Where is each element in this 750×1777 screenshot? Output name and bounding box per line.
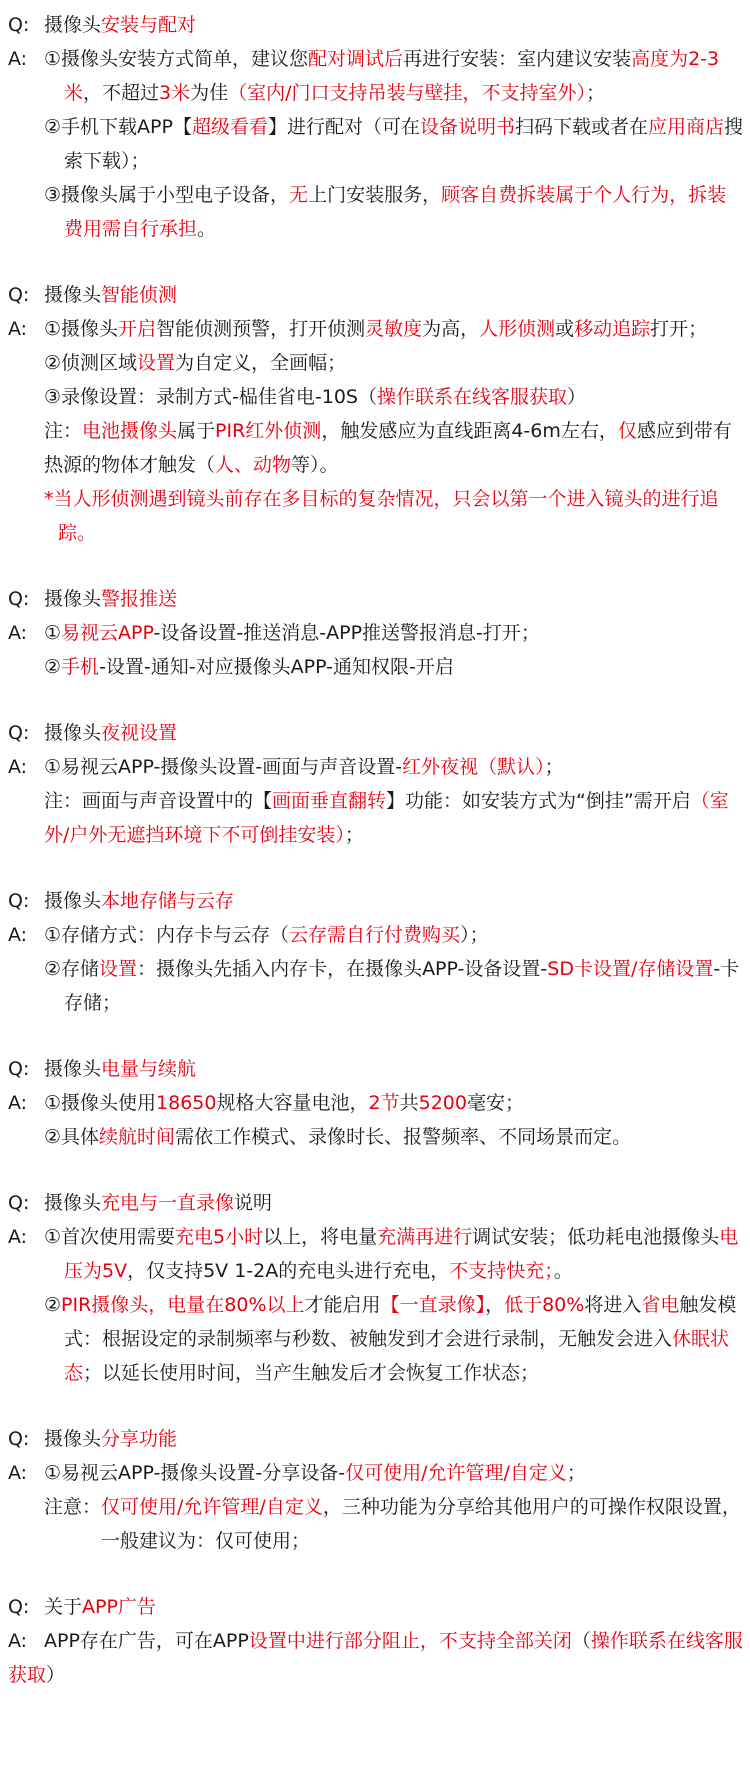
text-run: 等）。 bbox=[291, 454, 339, 476]
text-run: 打开； bbox=[650, 318, 708, 340]
text-run: 才能启用 bbox=[304, 1294, 381, 1316]
text-run: 说明 bbox=[234, 1192, 273, 1214]
highlighted-text: 仅可使用/允许管理/自定义 bbox=[101, 1496, 323, 1518]
question-row bbox=[8, 1052, 750, 1086]
text-run: -设备设置-推送消息-APP推送警报消息-打开； bbox=[153, 622, 540, 644]
answer-text bbox=[44, 918, 750, 952]
text-run: ②手机下载APP【 bbox=[44, 116, 192, 138]
question-row bbox=[8, 884, 750, 918]
question-text bbox=[44, 1590, 750, 1624]
text-run: 摄像头 bbox=[44, 14, 102, 36]
text-run: 注： bbox=[44, 420, 83, 442]
note-body bbox=[101, 1490, 744, 1558]
answer-prefix bbox=[8, 952, 44, 1020]
text-run: （ bbox=[571, 1630, 591, 1652]
text-run: 】进行配对（可在 bbox=[267, 116, 420, 138]
text-run: 。 bbox=[197, 218, 217, 240]
text-run: ①首次使用需要 bbox=[44, 1226, 176, 1248]
text-run: ； bbox=[344, 824, 364, 846]
highlighted-text: 18650 bbox=[156, 1092, 217, 1114]
note-row bbox=[8, 482, 750, 550]
text-run: 关于 bbox=[44, 1596, 83, 1618]
answer-row bbox=[8, 178, 750, 246]
text-run: ①易视云APP-摄像头设置-画面与声音设置- bbox=[44, 756, 403, 778]
answer-row bbox=[8, 110, 750, 178]
highlighted-text: 设置中进行部分阻止，不支持全部关闭 bbox=[248, 1630, 572, 1652]
answer-text bbox=[44, 380, 750, 414]
text-run: 搜索下载）； bbox=[64, 116, 744, 172]
highlighted-text: 高度为2-3米 bbox=[64, 48, 720, 104]
highlighted-text: *当人形侦测遇到镜头前存在多目标的复杂情况，只会以第一个进入镜头的进行追踪。 bbox=[44, 488, 719, 544]
answer-prefix bbox=[8, 380, 44, 414]
answer-text bbox=[44, 1288, 750, 1390]
faq-section bbox=[8, 1422, 750, 1558]
answer-row bbox=[8, 1120, 750, 1154]
highlighted-text: 充电5小时 bbox=[175, 1226, 264, 1248]
highlighted-text: 充满再进行 bbox=[377, 1226, 473, 1248]
note-label bbox=[44, 1490, 101, 1558]
text-run: 。 bbox=[553, 1260, 573, 1282]
answer-prefix: A: bbox=[8, 1630, 28, 1652]
answer-row bbox=[8, 346, 750, 380]
text-run: 】功能：如安装方式为“倒挂”需开启 bbox=[386, 790, 691, 812]
question-text bbox=[44, 1186, 750, 1220]
highlighted-text: 电池摄像头 bbox=[82, 420, 178, 442]
answer-row bbox=[8, 650, 750, 684]
highlighted-text: 移动追踪 bbox=[574, 318, 651, 340]
highlighted-text: 设置 bbox=[137, 352, 176, 374]
text-run: ①摄像头使用 bbox=[44, 1092, 157, 1114]
text-run: 摄像头 bbox=[44, 588, 102, 610]
highlighted-text: 充电与一直录像 bbox=[101, 1192, 235, 1214]
text-run: 摄像头 bbox=[44, 1058, 102, 1080]
answer-text bbox=[44, 952, 750, 1020]
question-row bbox=[8, 1422, 750, 1456]
highlighted-text: 无 bbox=[289, 184, 309, 206]
text-run: ③摄像头属于小型电子设备， bbox=[44, 184, 290, 206]
faq-section bbox=[8, 278, 750, 550]
question-row bbox=[8, 1186, 750, 1220]
text-run: 注意： bbox=[44, 1496, 102, 1518]
text-run: ；以延长使用时间，当产生触发后才会恢复工作状态； bbox=[83, 1362, 540, 1384]
highlighted-text: 续航时间 bbox=[99, 1126, 176, 1148]
answer-prefix: A: bbox=[8, 48, 28, 70]
text-run: 或 bbox=[555, 318, 575, 340]
highlighted-text: （室外/户外无遮挡环境下不可倒挂安装） bbox=[44, 790, 729, 846]
highlighted-text: 人形侦测 bbox=[479, 318, 556, 340]
answer-row bbox=[8, 616, 750, 650]
text-run: 为自定义，全画幅； bbox=[175, 352, 347, 374]
text-run: ③录像设置：录制方式-榀佳省电-10S（ bbox=[44, 386, 377, 408]
answer-text bbox=[44, 1120, 750, 1154]
highlighted-text: 应用商店 bbox=[648, 116, 725, 138]
highlighted-text: 开启 bbox=[118, 318, 157, 340]
answer-text bbox=[44, 650, 750, 684]
text-run: 为佳 bbox=[190, 82, 229, 104]
highlighted-text: 红外夜视（默认） bbox=[402, 756, 545, 778]
text-run: ） bbox=[46, 1664, 66, 1686]
answer-text bbox=[44, 110, 750, 178]
text-run: 摄像头 bbox=[44, 722, 102, 744]
answer-text bbox=[44, 312, 750, 346]
text-run: -卡存储； bbox=[64, 958, 740, 1014]
question-text bbox=[44, 716, 750, 750]
answer-text bbox=[44, 1456, 750, 1490]
highlighted-text: 本地存储与云存 bbox=[101, 890, 235, 912]
text-run: ①摄像头 bbox=[44, 318, 119, 340]
highlighted-text: 低于80% bbox=[504, 1294, 585, 1316]
highlighted-text: 智能侦测 bbox=[101, 284, 178, 306]
answer-prefix bbox=[8, 178, 44, 246]
question-prefix: Q: bbox=[8, 1596, 30, 1618]
highlighted-text: 分享功能 bbox=[101, 1428, 178, 1450]
answer-prefix bbox=[8, 650, 44, 684]
question-prefix: Q: bbox=[8, 890, 30, 912]
text-run: ①存储方式：内存卡与云存（ bbox=[44, 924, 290, 946]
highlighted-text: PIR摄像头，电量在80%以上 bbox=[61, 1294, 305, 1316]
text-run: ，不超过 bbox=[83, 82, 160, 104]
faq-section bbox=[8, 884, 750, 1020]
highlighted-text: 省电 bbox=[641, 1294, 680, 1316]
text-run: 摄像头 bbox=[44, 1192, 102, 1214]
highlighted-text: 画面垂直翻转 bbox=[272, 790, 387, 812]
text-run: 感应到带有热源的物体才触发（ bbox=[44, 420, 732, 476]
note-row bbox=[8, 1490, 750, 1558]
highlighted-text: 超级看看 bbox=[191, 116, 268, 138]
question-row bbox=[8, 1590, 750, 1624]
highlighted-text: 安装与配对 bbox=[101, 14, 197, 36]
text-run: 需依工作模式、录像时长、报警频率、不同场景而定。 bbox=[175, 1126, 632, 1148]
highlighted-text: 仅 bbox=[617, 420, 637, 442]
highlighted-text: 操作联系在线客服获取 bbox=[8, 1630, 743, 1686]
text-run: ②具体 bbox=[44, 1126, 100, 1148]
answer-text bbox=[44, 750, 750, 784]
highlighted-text: 顾客自费拆装属于个人行为，拆装费用需自行承担 bbox=[64, 184, 727, 240]
text-run: 触发模式：根据设定的录制频率与秒数、被触发到才会进行录制，无触发会进入 bbox=[64, 1294, 737, 1350]
answer-prefix: A: bbox=[8, 1462, 28, 1484]
answer-prefix bbox=[8, 110, 44, 178]
question-text bbox=[44, 8, 750, 42]
answer-row bbox=[8, 1624, 750, 1692]
text-run: ②存储 bbox=[44, 958, 100, 980]
text-run: 上门安装服务， bbox=[308, 184, 442, 206]
text-run: ） bbox=[567, 386, 587, 408]
answer-prefix bbox=[8, 346, 44, 380]
text-run: 共 bbox=[399, 1092, 419, 1114]
question-text bbox=[44, 884, 750, 918]
answer-text bbox=[44, 1086, 750, 1120]
answer-prefix bbox=[8, 1120, 44, 1154]
text-run: ，触发感应为直线距离4-6m左右， bbox=[321, 420, 618, 442]
faq-section bbox=[8, 1590, 750, 1692]
question-prefix: Q: bbox=[8, 1058, 30, 1080]
question-text bbox=[44, 1422, 750, 1456]
answer-row bbox=[8, 952, 750, 1020]
text-run: 以上，将电量 bbox=[263, 1226, 378, 1248]
answer-row bbox=[8, 380, 750, 414]
answer-prefix: A: bbox=[8, 756, 28, 778]
faq-section bbox=[8, 1186, 750, 1390]
highlighted-text: 手机 bbox=[61, 656, 100, 678]
highlighted-text: 操作联系在线客服获取 bbox=[376, 386, 567, 408]
question-text bbox=[44, 1052, 750, 1086]
answer-row bbox=[8, 918, 750, 952]
answer-row bbox=[8, 1086, 750, 1120]
note-indent bbox=[8, 1490, 44, 1558]
question-prefix: Q: bbox=[8, 284, 30, 306]
text-run: ①摄像头安装方式简单，建议您 bbox=[44, 48, 309, 70]
faq-section bbox=[8, 8, 750, 246]
answer-prefix: A: bbox=[8, 924, 28, 946]
question-row bbox=[8, 582, 750, 616]
answer-row bbox=[8, 312, 750, 346]
question-prefix: Q: bbox=[8, 1428, 30, 1450]
note-row bbox=[8, 414, 750, 482]
highlighted-text: 【一直录像】 bbox=[380, 1294, 486, 1316]
text-run: APP存在广告，可在APP bbox=[44, 1630, 249, 1652]
text-run: 为高， bbox=[422, 318, 480, 340]
note-text bbox=[44, 784, 750, 852]
answer-prefix: A: bbox=[8, 1092, 28, 1114]
text-run: 调试安装；低功耗电池摄像头 bbox=[472, 1226, 720, 1248]
highlighted-text: 设置 bbox=[99, 958, 138, 980]
faq-section bbox=[8, 716, 750, 852]
answer-prefix: A: bbox=[8, 622, 28, 644]
text-run: ，仅支持5V 1-2A的充电头进行充电， bbox=[127, 1260, 450, 1282]
answer-text bbox=[44, 178, 750, 246]
highlighted-text: PIR红外侦测 bbox=[215, 420, 322, 442]
text-run: 智能侦测预警，打开侦测 bbox=[156, 318, 366, 340]
highlighted-text: 不支持快充； bbox=[449, 1260, 554, 1282]
question-row bbox=[8, 716, 750, 750]
highlighted-text: 5200 bbox=[418, 1092, 467, 1114]
question-prefix: Q: bbox=[8, 588, 30, 610]
highlighted-text: 电量与续航 bbox=[101, 1058, 197, 1080]
answer-prefix bbox=[8, 1288, 44, 1390]
text-run: 属于 bbox=[177, 420, 216, 442]
highlighted-text: （室内/门口支持吊装与壁挂，不支持室外） bbox=[228, 82, 587, 104]
question-prefix: Q: bbox=[8, 1192, 30, 1214]
text-run: ，三种功能为分享给其他用户的可操作权限设置，一般建议为：仅可使用； bbox=[101, 1496, 741, 1552]
faq-section bbox=[8, 1052, 750, 1154]
text-run: ； bbox=[566, 1462, 586, 1484]
highlighted-text: 云存需自行付费购买 bbox=[289, 924, 461, 946]
highlighted-text: 3米 bbox=[159, 82, 191, 104]
question-prefix: Q: bbox=[8, 722, 30, 744]
highlighted-text: APP广告 bbox=[82, 1596, 156, 1618]
answer-row bbox=[8, 750, 750, 784]
highlighted-text: 灵敏度 bbox=[365, 318, 423, 340]
note-label bbox=[44, 790, 82, 812]
text-run: -设置-通知-对应摄像头APP-通知权限-开启 bbox=[99, 656, 454, 678]
answer-text bbox=[44, 42, 750, 110]
question-text bbox=[44, 278, 750, 312]
text-run: ； bbox=[586, 82, 606, 104]
answer-prefix: A: bbox=[8, 1226, 28, 1248]
note-indent bbox=[8, 482, 44, 550]
highlighted-text: 2节 bbox=[368, 1092, 400, 1114]
answer-text bbox=[44, 346, 750, 380]
text-run: 再进行安装：室内建议安装 bbox=[403, 48, 632, 70]
faq-section bbox=[8, 582, 750, 684]
text-run: ①易视云APP-摄像头设置-分享设备- bbox=[44, 1462, 346, 1484]
highlighted-text: 人、动物 bbox=[215, 454, 292, 476]
text-run: 毫安； bbox=[466, 1092, 524, 1114]
highlighted-text: 电压为5V bbox=[64, 1226, 739, 1282]
text-run: ， bbox=[485, 1294, 505, 1316]
highlighted-text: 休眠状态 bbox=[64, 1328, 730, 1384]
highlighted-text: 配对调试后 bbox=[308, 48, 404, 70]
note-text bbox=[44, 482, 750, 550]
text-run: ）； bbox=[460, 924, 489, 946]
answer-row bbox=[8, 1220, 750, 1288]
text-run: 摄像头 bbox=[44, 1428, 102, 1450]
text-run: 摄像头 bbox=[44, 284, 102, 306]
text-run: ① bbox=[44, 622, 62, 644]
answer-row bbox=[8, 1456, 750, 1490]
text-run: ② bbox=[44, 656, 62, 678]
note-text bbox=[44, 1490, 750, 1558]
text-run: ； bbox=[544, 756, 564, 778]
text-run: 将进入 bbox=[584, 1294, 642, 1316]
note-row bbox=[8, 784, 750, 852]
answer-row bbox=[8, 1288, 750, 1390]
text-run: 画面与声音设置中的【 bbox=[82, 790, 273, 812]
answer-text bbox=[44, 1220, 750, 1288]
text-run: 摄像头 bbox=[44, 890, 102, 912]
highlighted-text: 仅可使用/允许管理/自定义 bbox=[345, 1462, 567, 1484]
answer-prefix: A: bbox=[8, 318, 28, 340]
highlighted-text: 易视云APP bbox=[61, 622, 154, 644]
text-run: 扫码下载或者在 bbox=[515, 116, 649, 138]
text-run: 注： bbox=[44, 790, 83, 812]
answer-text bbox=[8, 1630, 743, 1686]
question-row bbox=[8, 8, 750, 42]
text-run: ②侦测区域 bbox=[44, 352, 138, 374]
answer-text bbox=[44, 616, 750, 650]
question-text bbox=[44, 582, 750, 616]
highlighted-text: 夜视设置 bbox=[101, 722, 178, 744]
text-run: ② bbox=[44, 1294, 62, 1316]
text-run: 规格大容量电池， bbox=[216, 1092, 369, 1114]
answer-row bbox=[8, 42, 750, 110]
highlighted-text: 警报推送 bbox=[101, 588, 178, 610]
note-label bbox=[44, 420, 82, 442]
highlighted-text: 设备说明书 bbox=[419, 116, 515, 138]
question-prefix: Q: bbox=[8, 14, 30, 36]
text-run: ：摄像头先插入内存卡，在摄像头APP-设备设置- bbox=[137, 958, 548, 980]
note-text bbox=[44, 414, 750, 482]
highlighted-text: SD卡设置/存储设置 bbox=[547, 958, 714, 980]
question-row bbox=[8, 278, 750, 312]
